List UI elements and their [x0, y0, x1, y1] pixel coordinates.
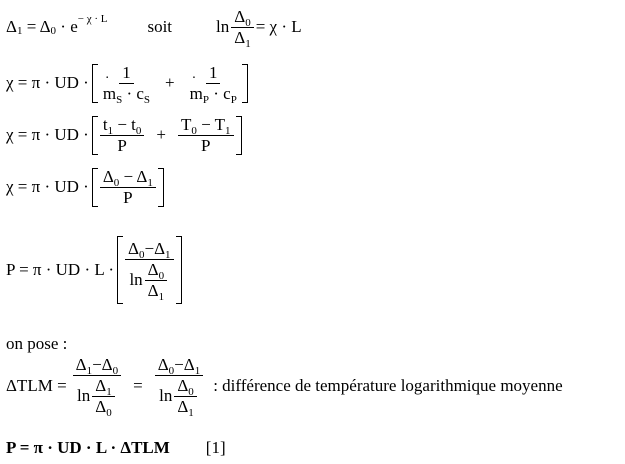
dtlm-description: : différence de température logarithmique moyenne	[213, 375, 563, 395]
final-formula: P = π · UD · L · ΔTLM [1]	[6, 438, 226, 457]
equation-chi-delta: χ = π · UD · $\frac{\Delta_0 - \Delta_1}{P}$	[6, 168, 164, 207]
equation-exponential: Δ 1 = Δ 0 · e − χ · L soit ln $\frac{\Delta_0}{\Delta_1}$ = χ · L	[6, 7, 302, 50]
bracket-group: $\Delta_0-\Delta_1$ ln $\frac{\Delta_0}{\Delta_1}$	[117, 236, 181, 304]
equation-delta-tlm: ΔTLM = $\Delta_1-\Delta_0$ ln $\frac{\Delta_1}{\Delta_0}$ = $\Delta_0-\Delta_1$ ln $\frac{\Delta_0}{\Delta_1}$ : différence de température logarithmique moyenne	[6, 355, 563, 419]
equation-power: P = π · UD · L · $\Delta_0-\Delta_1$ ln $\frac{\Delta_0}{\Delta_1}$	[6, 236, 182, 304]
bracket-group: $\frac{\Delta_0 - \Delta_1}{P}$	[92, 168, 164, 207]
on-pose-label: on pose :	[6, 334, 68, 353]
ln-ratio: $\frac{\Delta_0}{\Delta_1}$	[231, 8, 253, 47]
equation-chi-temperature: χ = π · UD · $\frac{t_1 - t_0}{P}$ + $\frac{T_0 - T_1}{P}$	[6, 116, 242, 155]
bracket-group: 1 · $m_S \cdot c_S$ + 1 · $m_P \cdot c_P$	[92, 64, 248, 103]
equation-reference: [1]	[205, 438, 226, 457]
soit-word: soit	[147, 17, 173, 37]
bracket-group: $\frac{t_1 - t_0}{P}$ + $\frac{T_0 - T_1}{P}$	[92, 116, 242, 155]
equation-chi-flow: χ = π · UD · 1 · $m_S \cdot c_S$ + 1 · $m_P \cdot c_P$	[6, 64, 248, 103]
